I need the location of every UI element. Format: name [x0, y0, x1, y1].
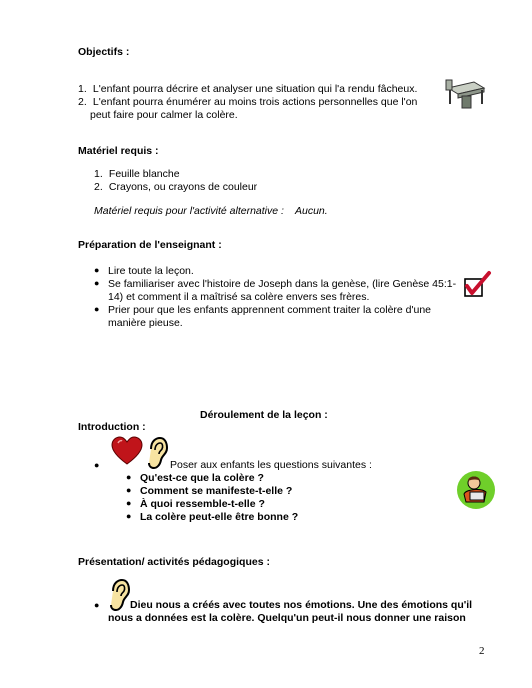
materiel-text-2: Crayons, ou crayons de couleur — [108, 181, 258, 193]
bullet-icon: ● — [94, 304, 100, 314]
materiel-item-2 — [94, 181, 257, 193]
bullet-icon: ● — [126, 485, 132, 495]
child-reading-icon — [456, 470, 496, 510]
objectif-text-2b: peut faire pour calmer la colère. — [90, 109, 238, 121]
materiel-num-1: 1. — [94, 168, 103, 180]
presentation-heading: Présentation/ activités pédagogiques : — [78, 556, 270, 568]
bullet-icon: ● — [94, 278, 100, 288]
preparation-text-1: Lire toute la leçon. — [108, 265, 194, 277]
presentation-text-2: nous a données est la colère. Quelqu'un peut-il nous donner une raison — [108, 612, 466, 624]
materiel-alternative-value: Aucun. — [295, 205, 328, 217]
checkbox-check-icon — [463, 270, 493, 298]
bullet-icon: ● — [94, 600, 100, 610]
materiel-text-1: Feuille blanche — [108, 168, 180, 180]
deroulement-heading: Déroulement de la leçon : — [200, 409, 328, 421]
desk-icon — [444, 78, 488, 110]
question-text-2: Comment se manifeste-t-elle ? — [140, 485, 293, 497]
bullet-icon: ● — [126, 511, 132, 521]
preparation-text-3a: Prier pour que les enfants apprennent comment traiter la colère d'une — [108, 304, 432, 316]
question-text-3: À quoi ressemble-t-elle ? — [140, 498, 265, 510]
introduction-heading: Introduction : — [78, 421, 146, 433]
materiel-alternative-label: Matériel requis pour l'activité alternative : — [94, 205, 284, 217]
objectif-num-1: 1. — [78, 83, 87, 95]
preparation-text-2a: Se familiariser avec l'histoire de Joseph dans la genèse, (lire Genèse 45:1- — [108, 278, 457, 290]
bullet-icon: ● — [126, 498, 132, 508]
question-text-1: Qu'est-ce que la colère ? — [140, 472, 264, 484]
materiel-num-2: 2. — [94, 181, 103, 193]
objectifs-heading: Objectifs : — [78, 46, 130, 58]
preparation-text-2b: 14) et comment il a maîtrisé sa colère envers ses frères. — [108, 291, 370, 303]
heart-icon — [110, 436, 144, 466]
preparation-heading: Préparation de l'enseignant : — [78, 239, 222, 251]
bullet-icon: ● — [94, 265, 100, 275]
bullet-icon: ● — [126, 472, 132, 482]
page-number: 2 — [479, 645, 485, 657]
objectif-item-1 — [78, 83, 417, 95]
objectif-num-2: 2. — [78, 96, 87, 108]
objectif-text-1: L'enfant pourra décrire et analyser une situation qui l'a rendu fâcheux. — [92, 83, 418, 95]
objectif-item-2 — [78, 96, 417, 108]
presentation-text-1: Dieu nous a créés avec toutes nos émotions. Une des émotions qu'il — [130, 599, 473, 611]
introduction-text: Poser aux enfants les questions suivantes : — [170, 459, 372, 471]
materiel-heading: Matériel requis : — [78, 145, 159, 157]
materiel-item-1 — [94, 168, 180, 180]
ear-icon — [146, 436, 168, 470]
question-text-4: La colère peut-elle être bonne ? — [140, 511, 299, 523]
preparation-text-3b: manière pieuse. — [108, 317, 183, 329]
bullet-icon: ● — [94, 460, 100, 470]
ear-icon — [108, 578, 130, 612]
objectif-text-2a: L'enfant pourra énumérer au moins trois actions personnelles que l'on — [92, 96, 418, 108]
